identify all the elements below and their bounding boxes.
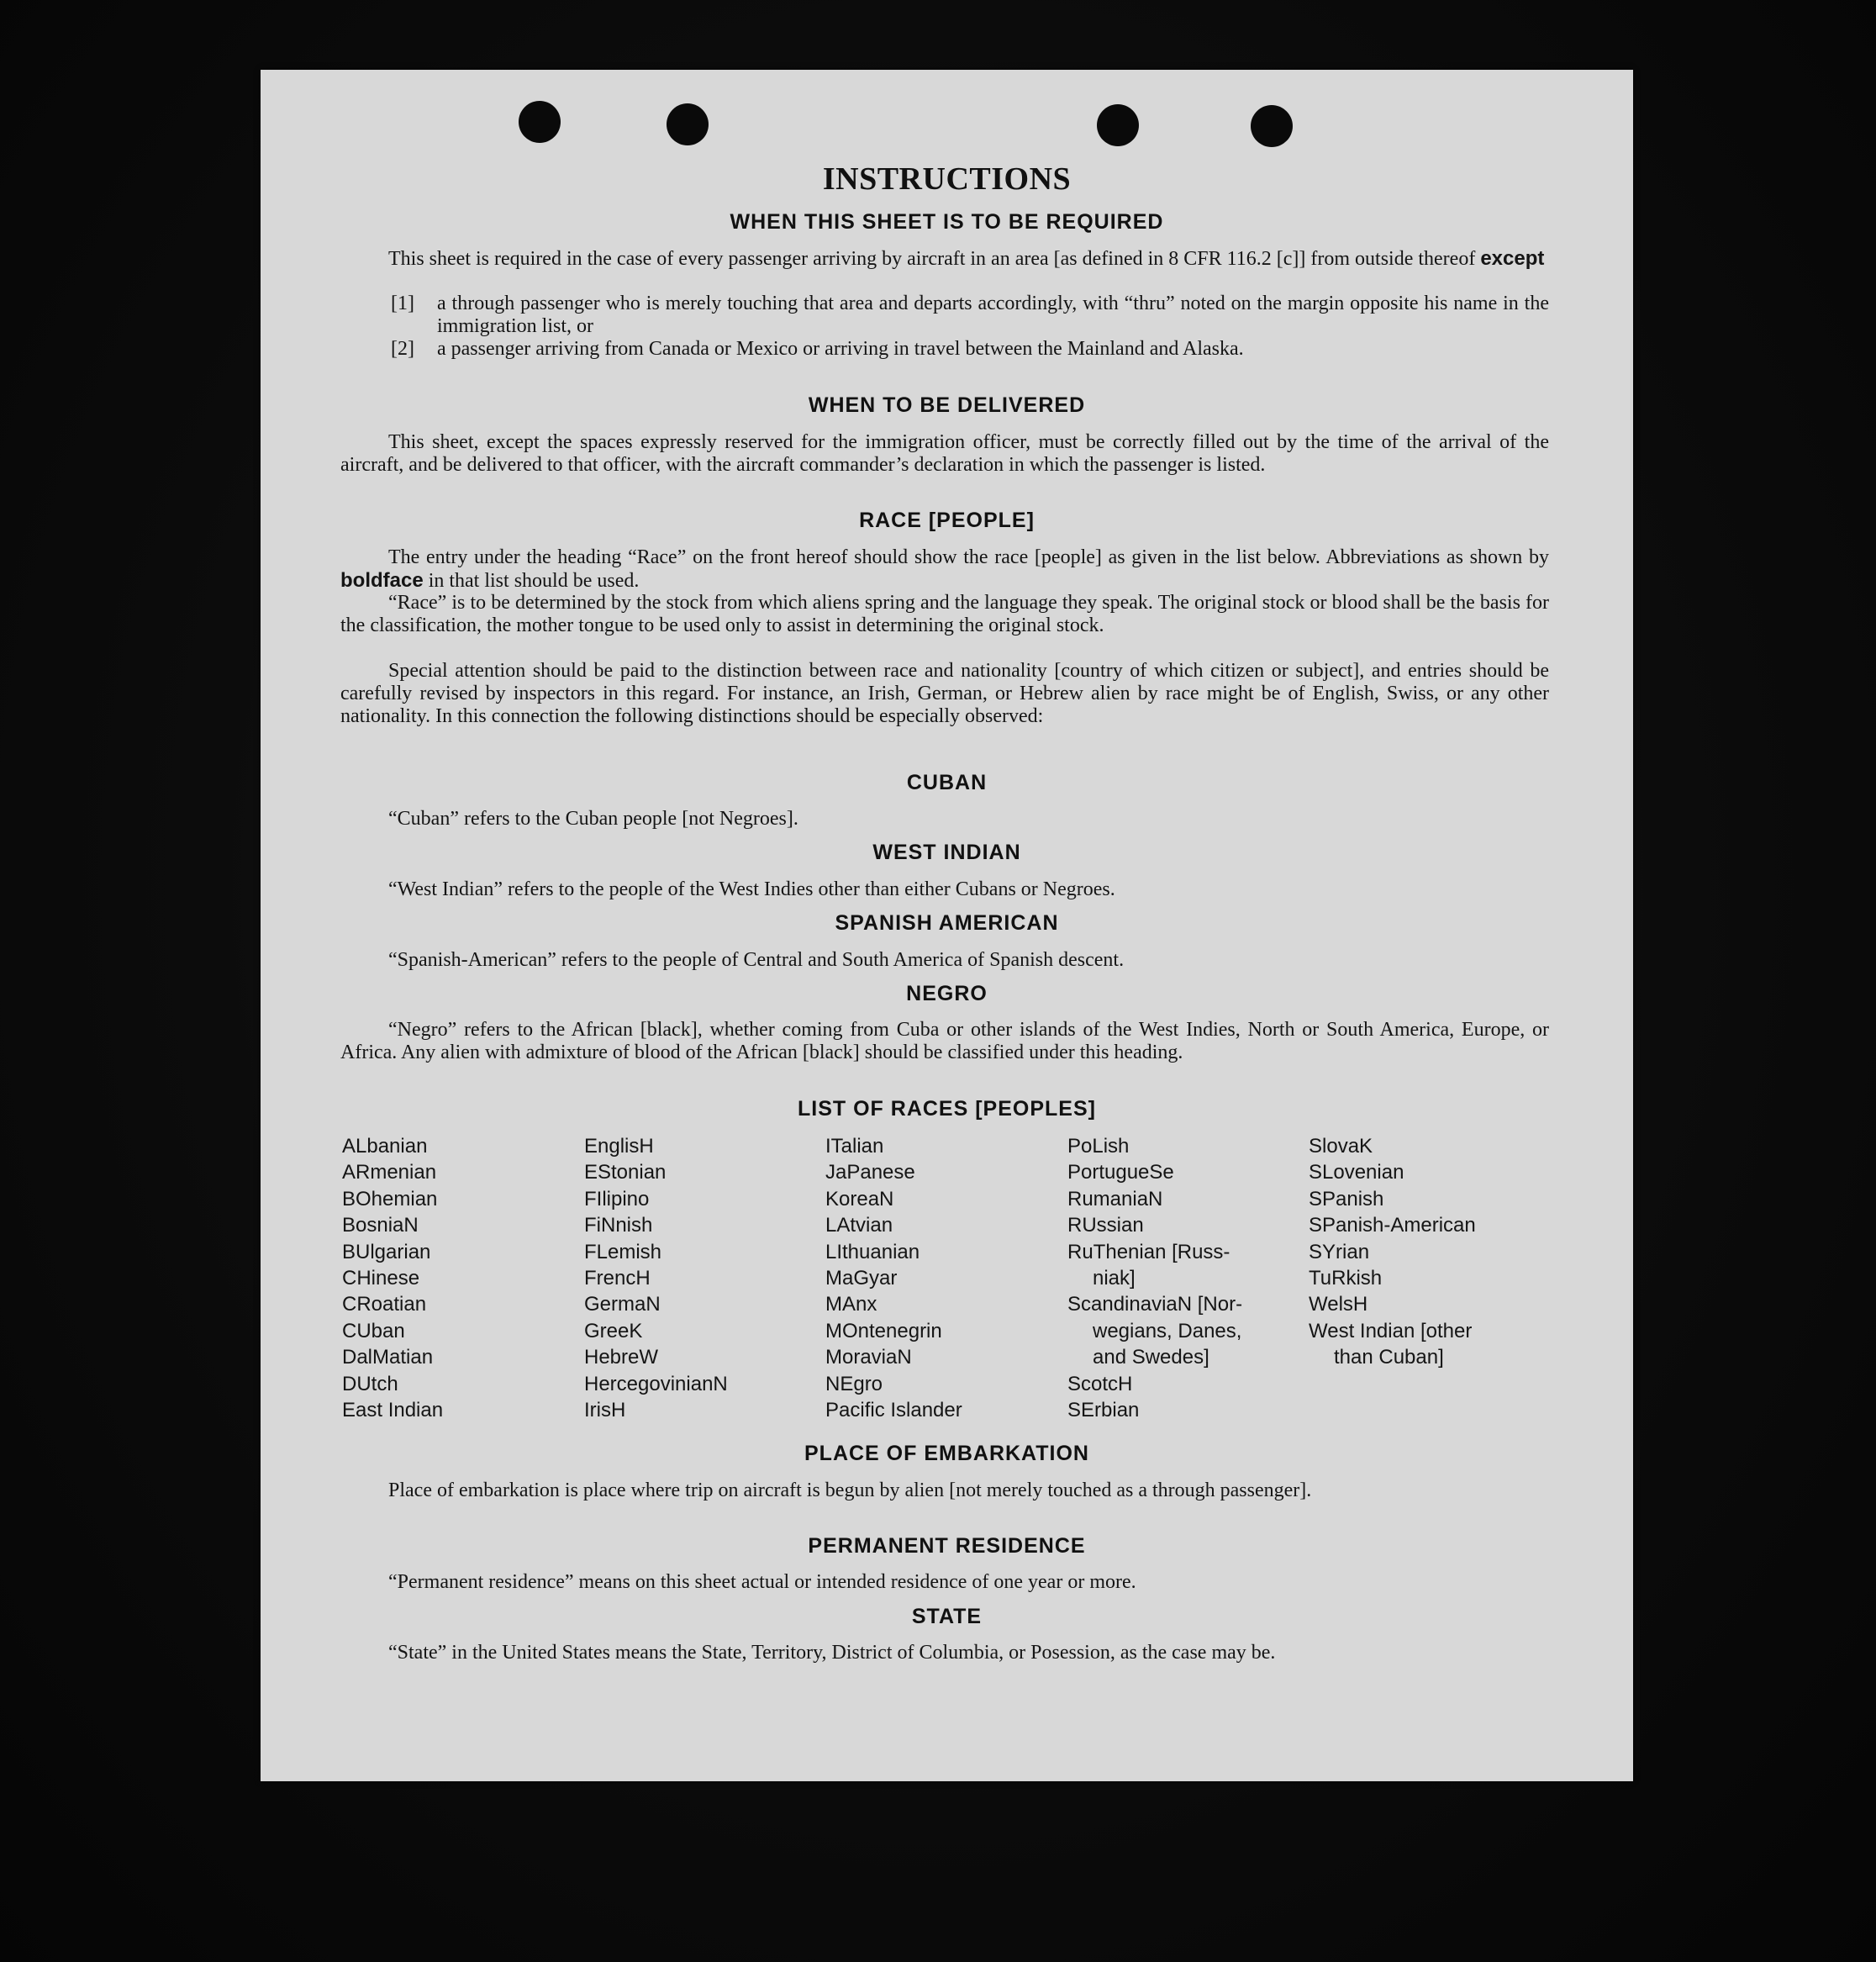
paragraph: Place of embarkation is place where trip on aircraft is begun by alien [not merely touched as a through passenger]. bbox=[388, 1479, 1312, 1501]
paragraph bbox=[340, 546, 1549, 593]
bold-text: except bbox=[1480, 247, 1545, 270]
paragraph: “Cuban” refers to the Cuban people [not Negroes]. bbox=[388, 808, 798, 830]
race-entry: ALbanian bbox=[342, 1135, 428, 1158]
race-entry: MoraviaN bbox=[825, 1346, 912, 1369]
paragraph bbox=[340, 247, 1549, 271]
paragraph: “West Indian” refers to the people of the West Indies other than either Cubans or Negroes. bbox=[388, 878, 1115, 900]
race-entry: LAtvian bbox=[825, 1214, 893, 1237]
item-number: [1] bbox=[391, 293, 414, 314]
race-entry: CHinese bbox=[342, 1267, 420, 1290]
race-entry: RuThenian [Russ- bbox=[1067, 1240, 1230, 1263]
section-heading: LIST OF RACES [PEOPLES] bbox=[798, 1097, 1096, 1121]
race-entry: NEgro bbox=[825, 1372, 883, 1395]
races-column bbox=[1067, 1133, 1307, 1423]
section-heading: SPANISH AMERICAN bbox=[835, 911, 1059, 935]
race-entry: DalMatian bbox=[342, 1346, 434, 1369]
race-entry: MAnx bbox=[825, 1293, 877, 1316]
race-entry: CRoatian bbox=[342, 1293, 427, 1316]
race-entry: FLemish bbox=[584, 1240, 662, 1263]
race-entry: niak] bbox=[1093, 1267, 1136, 1290]
races-column bbox=[825, 1133, 1065, 1423]
bold-text: boldface bbox=[340, 569, 424, 592]
list-item bbox=[391, 338, 1549, 361]
race-entry: FIlipino bbox=[584, 1187, 650, 1210]
race-entry: RUssian bbox=[1067, 1214, 1144, 1237]
race-entry: ScandinaviaN [Nor- bbox=[1067, 1293, 1243, 1316]
race-entry: DUtch bbox=[342, 1372, 398, 1395]
paragraph: “Race” is to be determined by the stock from which aliens spring and the language they speak. The original stock or blood shall be the basis for the classification, the mother tongue to be used only to assist in determining the original stock. bbox=[340, 592, 1549, 636]
races-column bbox=[584, 1133, 824, 1423]
punch-hole bbox=[1097, 104, 1139, 146]
paragraph: “State” in the United States means the State, Territory, District of Columbia, or Posession, as the case may be. bbox=[388, 1642, 1276, 1664]
paragraph-text: This sheet is required in the case of every passenger arriving by aircraft in an area [as defined in 8 CFR 116.2 [c]] from outside thereof bbox=[388, 248, 1481, 270]
race-entry: LIthuanian bbox=[825, 1240, 920, 1263]
section-heading: WEST INDIAN bbox=[872, 841, 1021, 864]
race-entry: and Swedes] bbox=[1093, 1346, 1209, 1369]
race-entry: MaGyar bbox=[825, 1267, 898, 1290]
races-column bbox=[1309, 1133, 1548, 1371]
race-entry: SErbian bbox=[1067, 1399, 1140, 1422]
race-entry: ScotcH bbox=[1067, 1372, 1133, 1395]
race-entry: East Indian bbox=[342, 1399, 444, 1422]
race-entry: SLovenian bbox=[1309, 1161, 1404, 1184]
section-heading: PLACE OF EMBARKATION bbox=[804, 1442, 1089, 1465]
instruction-sheet bbox=[261, 70, 1633, 1781]
section-heading: STATE bbox=[911, 1605, 983, 1628]
section-heading: WHEN TO BE DELIVERED bbox=[808, 393, 1086, 417]
races-list bbox=[342, 1133, 1561, 1422]
race-entry: SYrian bbox=[1309, 1240, 1370, 1263]
race-entry: CUban bbox=[342, 1319, 405, 1342]
paragraph-text: in that list should be used. bbox=[423, 570, 640, 592]
paragraph: “Negro” refers to the African [black], whether coming from Cuba or other islands of the West Indies, North or South America, Europe, or Africa. Any alien with admixture of blood of the African [black] should be classified under this heading. bbox=[340, 1019, 1549, 1063]
race-entry: Pacific Islander bbox=[825, 1399, 962, 1422]
race-entry: GermaN bbox=[584, 1293, 661, 1316]
race-entry: TuRkish bbox=[1309, 1267, 1383, 1290]
race-entry: wegians, Danes, bbox=[1093, 1319, 1242, 1342]
punch-hole bbox=[519, 101, 561, 143]
race-entry: JaPanese bbox=[825, 1161, 915, 1184]
races-column bbox=[342, 1133, 582, 1423]
race-entry: than Cuban] bbox=[1334, 1346, 1444, 1369]
race-entry: PortugueSe bbox=[1067, 1161, 1174, 1184]
race-entry: BOhemian bbox=[342, 1187, 438, 1210]
race-entry: FrencH bbox=[584, 1267, 651, 1290]
race-entry: BosniaN bbox=[342, 1214, 419, 1237]
race-entry: PoLish bbox=[1067, 1135, 1130, 1158]
paragraph: Special attention should be paid to the distinction between race and nationality [country of which citizen or subject], and entries should be carefully revised by inspectors in this regard. For instance, an Irish, German, or Hebrew alien by race might be of English, Swiss, or any other nationality. In this connection the following distinctions should be especially observed: bbox=[340, 660, 1549, 727]
item-number: [2] bbox=[391, 338, 414, 360]
race-entry: ARmenian bbox=[342, 1161, 437, 1184]
race-entry: MOntenegrin bbox=[825, 1319, 942, 1342]
paragraph: “Spanish-American” refers to the people of Central and South America of Spanish descent. bbox=[388, 949, 1125, 971]
race-entry: SlovaK bbox=[1309, 1135, 1373, 1158]
race-entry: KoreaN bbox=[825, 1187, 894, 1210]
punch-hole bbox=[667, 103, 709, 145]
list-item bbox=[391, 293, 1549, 338]
paragraph-text: The entry under the heading “Race” on the front hereof should show the race [people] as given in the list below. Abbreviations as shown by bbox=[388, 546, 1549, 568]
item-text: a passenger arriving from Canada or Mexico or arriving in travel between the Mainland and Alaska. bbox=[437, 338, 1244, 360]
race-entry: HercegovinianN bbox=[584, 1372, 728, 1395]
race-entry: West Indian [other bbox=[1309, 1319, 1473, 1342]
race-entry: BUlgarian bbox=[342, 1240, 431, 1263]
race-entry: GreeK bbox=[584, 1319, 643, 1342]
race-entry: SPanish bbox=[1309, 1187, 1384, 1210]
race-entry: EStonian bbox=[584, 1161, 667, 1184]
section-heading: WHEN THIS SHEET IS TO BE REQUIRED bbox=[730, 210, 1164, 234]
race-entry: EnglisH bbox=[584, 1135, 654, 1158]
section-heading: RACE [PEOPLE] bbox=[859, 509, 1035, 532]
race-entry: ITalian bbox=[825, 1135, 884, 1158]
race-entry: HebreW bbox=[584, 1346, 659, 1369]
paragraph: “Permanent residence” means on this sheet actual or intended residence of one year or more. bbox=[388, 1571, 1136, 1593]
paragraph: This sheet, except the spaces expressly reserved for the immigration officer, must be correctly filled out by the time of the arrival of the aircraft, and be delivered to that officer, with the aircraft commander’s declaration in which the passenger is listed. bbox=[340, 431, 1549, 476]
section-heading: CUBAN bbox=[906, 771, 988, 794]
page-title: INSTRUCTIONS bbox=[822, 161, 1072, 197]
race-entry: WelsH bbox=[1309, 1293, 1368, 1316]
race-entry: SPanish-American bbox=[1309, 1214, 1476, 1237]
section-heading: PERMANENT RESIDENCE bbox=[808, 1534, 1086, 1558]
race-entry: RumaniaN bbox=[1067, 1187, 1163, 1210]
race-entry: FiNnish bbox=[584, 1214, 653, 1237]
item-text: a through passenger who is merely touching that area and departs accordingly, with “thru” noted on the margin opposite his name in the immigration list, or bbox=[437, 293, 1549, 337]
section-heading: NEGRO bbox=[906, 982, 988, 1005]
punch-hole bbox=[1251, 105, 1293, 147]
race-entry: IrisH bbox=[584, 1399, 626, 1422]
